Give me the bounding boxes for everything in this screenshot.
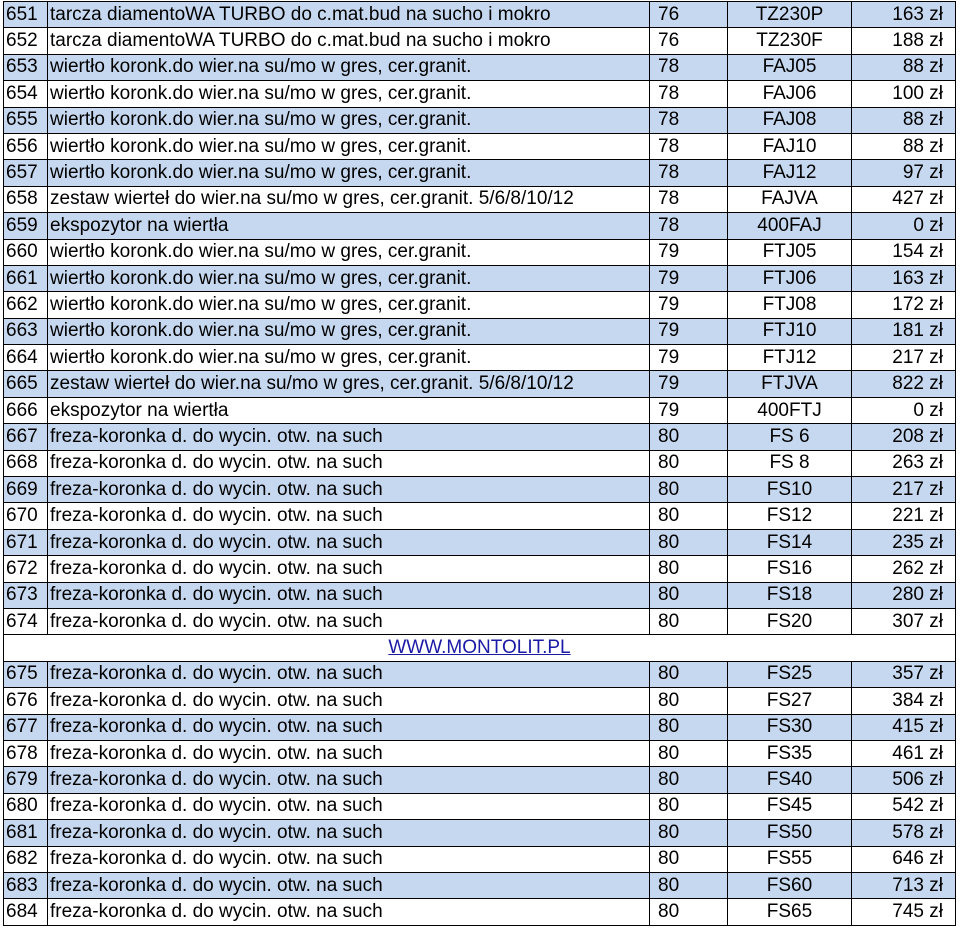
- product-price: 578 zł: [852, 820, 956, 846]
- table-row: [4, 793, 956, 819]
- table-row: [4, 450, 956, 476]
- product-description: tarcza diamentoWA TURBO do c.mat.bud na sucho i mokro: [48, 28, 650, 54]
- product-price: 384 zł: [852, 688, 956, 714]
- product-code: FS55: [728, 846, 852, 872]
- table-row: [4, 846, 956, 872]
- product-description: freza-koronka d. do wycin. otw. na such: [48, 477, 650, 503]
- product-code: FS27: [728, 688, 852, 714]
- product-description: wiertło koronk.do wier.na su/mo w gres, cer.granit.: [48, 54, 650, 80]
- product-description: freza-koronka d. do wycin. otw. na such: [48, 846, 650, 872]
- product-code: FS14: [728, 529, 852, 555]
- product-description: wiertło koronk.do wier.na su/mo w gres, cer.granit.: [48, 265, 650, 291]
- product-code: 400FTJ: [728, 397, 852, 423]
- row-number: 664: [4, 345, 48, 371]
- catalog-page: 76: [650, 28, 728, 54]
- product-code: 400FAJ: [728, 213, 852, 239]
- row-number: 677: [4, 714, 48, 740]
- website-link[interactable]: WWW.MONTOLIT.PL: [388, 637, 571, 659]
- row-number: 666: [4, 397, 48, 423]
- row-number: 660: [4, 239, 48, 265]
- row-number: 665: [4, 371, 48, 397]
- product-description: freza-koronka d. do wycin. otw. na such: [48, 740, 650, 766]
- catalog-page: 79: [650, 318, 728, 344]
- row-number: 653: [4, 54, 48, 80]
- table-row: [4, 292, 956, 318]
- product-description: zestaw wierteł do wier.na su/mo w gres, cer.granit. 5/6/8/10/12: [48, 371, 650, 397]
- table-row: [4, 714, 956, 740]
- table-row: [4, 133, 956, 159]
- catalog-page: 80: [650, 688, 728, 714]
- table-row: [4, 608, 956, 634]
- product-description: freza-koronka d. do wycin. otw. na such: [48, 820, 650, 846]
- catalog-page: 76: [650, 2, 728, 28]
- product-price: 100 zł: [852, 81, 956, 107]
- table-row: [4, 186, 956, 212]
- product-description: freza-koronka d. do wycin. otw. na such: [48, 793, 650, 819]
- catalog-page: 80: [650, 503, 728, 529]
- product-price: 208 zł: [852, 424, 956, 450]
- row-number: 661: [4, 265, 48, 291]
- product-price: 415 zł: [852, 714, 956, 740]
- product-description: freza-koronka d. do wycin. otw. na such: [48, 529, 650, 555]
- product-code: TZ230P: [728, 2, 852, 28]
- table-row: [4, 872, 956, 898]
- product-code: FS60: [728, 872, 852, 898]
- catalog-page: 80: [650, 477, 728, 503]
- row-number: 656: [4, 133, 48, 159]
- table-row: [4, 767, 956, 793]
- product-code: FS65: [728, 899, 852, 925]
- product-price: 88 zł: [852, 133, 956, 159]
- product-price: 235 zł: [852, 529, 956, 555]
- product-price: 713 zł: [852, 872, 956, 898]
- product-code: FAJ12: [728, 160, 852, 186]
- product-description: wiertło koronk.do wier.na su/mo w gres, cer.granit.: [48, 318, 650, 344]
- website-cell: [4, 635, 956, 661]
- product-code: FS25: [728, 661, 852, 687]
- row-number: 662: [4, 292, 48, 318]
- catalog-page: 80: [650, 872, 728, 898]
- product-price: 0 zł: [852, 213, 956, 239]
- product-price: 97 zł: [852, 160, 956, 186]
- catalog-page: 80: [650, 767, 728, 793]
- row-number: 667: [4, 424, 48, 450]
- catalog-page: 80: [650, 450, 728, 476]
- row-number: 652: [4, 28, 48, 54]
- product-price: 646 zł: [852, 846, 956, 872]
- product-price: 263 zł: [852, 450, 956, 476]
- product-price: 163 zł: [852, 265, 956, 291]
- table-row: [4, 28, 956, 54]
- row-number: 657: [4, 160, 48, 186]
- row-number: 658: [4, 186, 48, 212]
- product-code: FTJ12: [728, 345, 852, 371]
- table-row: [4, 54, 956, 80]
- product-price: 0 zł: [852, 397, 956, 423]
- table-row: [4, 477, 956, 503]
- row-number: 678: [4, 740, 48, 766]
- product-price: 217 zł: [852, 477, 956, 503]
- product-description: freza-koronka d. do wycin. otw. na such: [48, 661, 650, 687]
- row-number: 655: [4, 107, 48, 133]
- product-code: FS40: [728, 767, 852, 793]
- catalog-page: 79: [650, 265, 728, 291]
- product-price: 188 zł: [852, 28, 956, 54]
- product-code: FS16: [728, 556, 852, 582]
- row-number: 659: [4, 213, 48, 239]
- product-code: FTJ08: [728, 292, 852, 318]
- row-number: 684: [4, 899, 48, 925]
- product-description: wiertło koronk.do wier.na su/mo w gres, cer.granit.: [48, 107, 650, 133]
- table-row: [4, 529, 956, 555]
- product-code: TZ230F: [728, 28, 852, 54]
- row-number: 651: [4, 2, 48, 28]
- table-row: [4, 582, 956, 608]
- row-number: 682: [4, 846, 48, 872]
- product-price: 745 zł: [852, 899, 956, 925]
- product-code: FS 8: [728, 450, 852, 476]
- product-price: 542 zł: [852, 793, 956, 819]
- product-description: freza-koronka d. do wycin. otw. na such: [48, 767, 650, 793]
- product-description: freza-koronka d. do wycin. otw. na such: [48, 608, 650, 634]
- catalog-page: 79: [650, 371, 728, 397]
- product-code: FS45: [728, 793, 852, 819]
- product-description: zestaw wierteł do wier.na su/mo w gres, cer.granit. 5/6/8/10/12: [48, 186, 650, 212]
- product-description: wiertło koronk.do wier.na su/mo w gres, cer.granit.: [48, 345, 650, 371]
- catalog-page: 80: [650, 846, 728, 872]
- catalog-page: 80: [650, 714, 728, 740]
- table-row: [4, 899, 956, 925]
- table-row: [4, 740, 956, 766]
- catalog-page: 78: [650, 54, 728, 80]
- product-description: wiertło koronk.do wier.na su/mo w gres, cer.granit.: [48, 81, 650, 107]
- product-description: freza-koronka d. do wycin. otw. na such: [48, 556, 650, 582]
- table-row: [4, 239, 956, 265]
- table-row: [4, 265, 956, 291]
- product-price: 280 zł: [852, 582, 956, 608]
- product-description: freza-koronka d. do wycin. otw. na such: [48, 450, 650, 476]
- catalog-page: 80: [650, 899, 728, 925]
- product-description: ekspozytor na wiertła: [48, 397, 650, 423]
- product-code: FTJ05: [728, 239, 852, 265]
- product-code: FS18: [728, 582, 852, 608]
- product-price: 822 zł: [852, 371, 956, 397]
- catalog-page: 79: [650, 292, 728, 318]
- product-code: FS10: [728, 477, 852, 503]
- catalog-page: 79: [650, 345, 728, 371]
- product-price: 88 zł: [852, 107, 956, 133]
- catalog-page: 78: [650, 213, 728, 239]
- table-row: [4, 661, 956, 687]
- product-code: FAJ10: [728, 133, 852, 159]
- product-code: FAJVA: [728, 186, 852, 212]
- product-price: 172 zł: [852, 292, 956, 318]
- row-number: 663: [4, 318, 48, 344]
- catalog-page: 78: [650, 133, 728, 159]
- product-code: FTJVA: [728, 371, 852, 397]
- row-number: 675: [4, 661, 48, 687]
- catalog-page: 78: [650, 186, 728, 212]
- product-price: 506 zł: [852, 767, 956, 793]
- row-number: 676: [4, 688, 48, 714]
- product-price: 154 zł: [852, 239, 956, 265]
- price-list-body: [4, 2, 956, 926]
- product-price: 217 zł: [852, 345, 956, 371]
- table-row: [4, 820, 956, 846]
- table-row: [4, 160, 956, 186]
- table-row: [4, 345, 956, 371]
- table-row: [4, 213, 956, 239]
- product-description: freza-koronka d. do wycin. otw. na such: [48, 899, 650, 925]
- table-row: [4, 318, 956, 344]
- product-description: wiertło koronk.do wier.na su/mo w gres, cer.granit.: [48, 239, 650, 265]
- catalog-page: 78: [650, 81, 728, 107]
- catalog-page: 80: [650, 556, 728, 582]
- product-description: freza-koronka d. do wycin. otw. na such: [48, 582, 650, 608]
- product-code: FS12: [728, 503, 852, 529]
- row-number: 680: [4, 793, 48, 819]
- product-price: 357 zł: [852, 661, 956, 687]
- product-description: freza-koronka d. do wycin. otw. na such: [48, 503, 650, 529]
- catalog-page: 80: [650, 661, 728, 687]
- website-row: [4, 635, 956, 661]
- table-row: [4, 2, 956, 28]
- product-price: 181 zł: [852, 318, 956, 344]
- row-number: 679: [4, 767, 48, 793]
- row-number: 681: [4, 820, 48, 846]
- row-number: 672: [4, 556, 48, 582]
- product-code: FS 6: [728, 424, 852, 450]
- catalog-page: 80: [650, 529, 728, 555]
- product-code: FS35: [728, 740, 852, 766]
- product-price: 307 zł: [852, 608, 956, 634]
- catalog-page: 79: [650, 397, 728, 423]
- product-code: FS20: [728, 608, 852, 634]
- row-number: 683: [4, 872, 48, 898]
- catalog-page: 80: [650, 608, 728, 634]
- table-row: [4, 556, 956, 582]
- row-number: 670: [4, 503, 48, 529]
- row-number: 654: [4, 81, 48, 107]
- product-code: FS50: [728, 820, 852, 846]
- product-price: 427 zł: [852, 186, 956, 212]
- table-row: [4, 107, 956, 133]
- catalog-page: 80: [650, 740, 728, 766]
- product-description: freza-koronka d. do wycin. otw. na such: [48, 424, 650, 450]
- catalog-page: 78: [650, 107, 728, 133]
- product-description: freza-koronka d. do wycin. otw. na such: [48, 714, 650, 740]
- product-price: 262 zł: [852, 556, 956, 582]
- row-number: 673: [4, 582, 48, 608]
- row-number: 671: [4, 529, 48, 555]
- product-code: FTJ10: [728, 318, 852, 344]
- product-price: 163 zł: [852, 2, 956, 28]
- table-row: [4, 81, 956, 107]
- catalog-page: 80: [650, 582, 728, 608]
- product-description: freza-koronka d. do wycin. otw. na such: [48, 688, 650, 714]
- price-list-table: [3, 1, 956, 926]
- product-description: freza-koronka d. do wycin. otw. na such: [48, 872, 650, 898]
- product-code: FAJ05: [728, 54, 852, 80]
- product-price: 88 zł: [852, 54, 956, 80]
- row-number: 669: [4, 477, 48, 503]
- product-description: wiertło koronk.do wier.na su/mo w gres, cer.granit.: [48, 160, 650, 186]
- row-number: 668: [4, 450, 48, 476]
- catalog-page: 80: [650, 424, 728, 450]
- product-code: FS30: [728, 714, 852, 740]
- product-code: FAJ06: [728, 81, 852, 107]
- catalog-page: 80: [650, 793, 728, 819]
- table-row: [4, 688, 956, 714]
- catalog-page: 80: [650, 820, 728, 846]
- product-code: FTJ06: [728, 265, 852, 291]
- table-row: [4, 503, 956, 529]
- catalog-page: 78: [650, 160, 728, 186]
- product-description: ekspozytor na wiertła: [48, 213, 650, 239]
- product-price: 221 zł: [852, 503, 956, 529]
- product-price: 461 zł: [852, 740, 956, 766]
- table-row: [4, 397, 956, 423]
- product-code: FAJ08: [728, 107, 852, 133]
- product-description: tarcza diamentoWA TURBO do c.mat.bud na sucho i mokro: [48, 2, 650, 28]
- catalog-page: 79: [650, 239, 728, 265]
- table-row: [4, 371, 956, 397]
- product-description: wiertło koronk.do wier.na su/mo w gres, cer.granit.: [48, 133, 650, 159]
- table-row: [4, 424, 956, 450]
- row-number: 674: [4, 608, 48, 634]
- product-description: wiertło koronk.do wier.na su/mo w gres, cer.granit.: [48, 292, 650, 318]
